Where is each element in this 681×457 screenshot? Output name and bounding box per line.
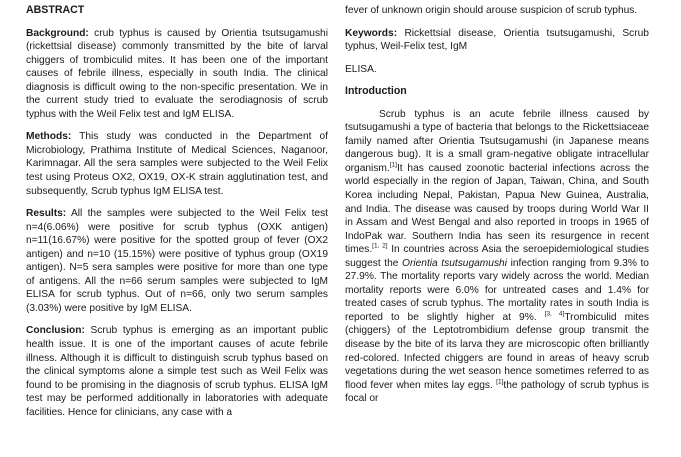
abstract-results — [26, 207, 328, 315]
abstract-conclusion — [26, 324, 328, 419]
results-label: Results: — [26, 208, 67, 220]
keywords — [345, 27, 649, 54]
introduction-paragraph — [345, 108, 649, 406]
results-text: All the samples were subjected to the Weil Felix test n=4(6.06%) were positive for scrub typhus (OXK antigen) n=11(16.67%) were positive for the spotted group of fever (OX2 antigen) and n=10 (15.15%) were positive of typhus group (OX19 antigen). N=5 sera samples were positive for more than one type of antigens. All the n=66 serum samples were subjected to IgM ELISA for scrub typhus. Out of n=66, only two serum samples (3.03%) were positive by IgM ELISA. — [26, 208, 328, 314]
right-column — [345, 4, 649, 406]
keywords-text: Rickettsial disease, Orientia tsutsugamushi, Scrub typhus, Weil-Felix test, IgM — [345, 27, 649, 53]
background-text: crub typhus is caused by Orientia tsutsugamushi (rickettsial disease) commonly transmitted by the bite of larval chiggers of trombiculid mites. It has been one of the important causes of febrile illness, especially in south India. The clinical diagnosis is difficult owing to the non-specific presentation. We in the current study tried to evaluate the serodiagnosis of scrub typhus with the Weil Felix test and IgM ELISA. — [26, 27, 328, 120]
abstract-background — [26, 27, 328, 122]
intro-text-3: In countries across Asia the seroepidemiological studies suggest the — [345, 244, 649, 269]
citation-4: [1] — [496, 378, 504, 386]
left-column — [26, 4, 328, 419]
intro-organism-italic: Orientia tsutsugamushi — [402, 257, 507, 269]
intro-text-2: It has caused zoonotic bacterial infections across the world especially in the region of Japan, Taiwan, China, and South Korea including Nepal, Pakistan, Papua New Guinea, Australia, and India. The disease was caused by troops during World War II in Assam and West Bengal and also reported in troops in 1965 of IndoPak war. Southern India has seen its resurgence in recent times. — [345, 162, 649, 256]
keywords-label: Keywords: — [345, 27, 398, 39]
conclusion-label: Conclusion: — [26, 325, 85, 337]
intro-text-5: Trombiculid mites (chiggers) of the Leptotrombidium defense group transmit the disease by the bite of its larva they are microscopic often brilliantly red-colored. Infected chiggers are found in areas of heavy scrub vegetations during the wet season hence sometimes referred to as flood fever when mites lay eggs. — [345, 311, 649, 391]
conclusion-continuation: fever of unknown origin should arouse suspicion of scrub typhus. — [345, 5, 638, 16]
abstract-methods — [26, 130, 328, 198]
abstract-heading: ABSTRACT — [26, 4, 85, 16]
citation-3: [3, 4] — [544, 310, 565, 318]
introduction-heading: Introduction — [345, 85, 407, 98]
methods-text: This study was conducted in the Department of Microbiology, Prathima Institute of Medical Sciences, Naganoor, Karimnagar. All the sera samples were subjected to the Weil Felix test using Proteus OX2, OX19, OX-K strain agglutination test, and subsequently, Scrub typhus IgM ELISA test. — [26, 131, 328, 197]
intro-text-4: infection ranging from 9.3% to 27.9%. The mortality reports vary widely across the world. Median mortality reports were 6.0% for untreated cases and 1.4% for treated cases of scrub typhus. The mortality rates in south India is reported to be slightly higher at 9%. — [345, 257, 649, 323]
intro-text-6: the pathology of scrub typhus is focal or — [345, 379, 649, 405]
citation-2: [1, 2] — [372, 242, 388, 250]
methods-label: Methods: — [26, 131, 72, 143]
background-label: Background: — [26, 27, 89, 39]
keywords-continued: ELISA. — [345, 63, 377, 75]
conclusion-text: Scrub typhus is emerging as an important public health issue. It is one of the important causes of acute febrile illness. Although it is difficult to distinguish scrub typhus based on the clinical symptoms alone a simple test such as Weil Felix was found to be promising in the diagnosis of scrub typhus. ELISA IgM test may be performed additionally in laboratories with adequate facilities. Hence for clinicians, any case with a — [26, 325, 328, 418]
citation-1: [1] — [389, 161, 397, 169]
intro-text-1: Scrub typhus is an acute febrile illness caused by tsutsugamushi a type of bacteria that belongs to the Rickettsiaceae family named after Orientia Tsutsugamushi (in Japanese means dangerous bug). It is a small gram-negative obligate intracellular organism. — [345, 108, 649, 174]
